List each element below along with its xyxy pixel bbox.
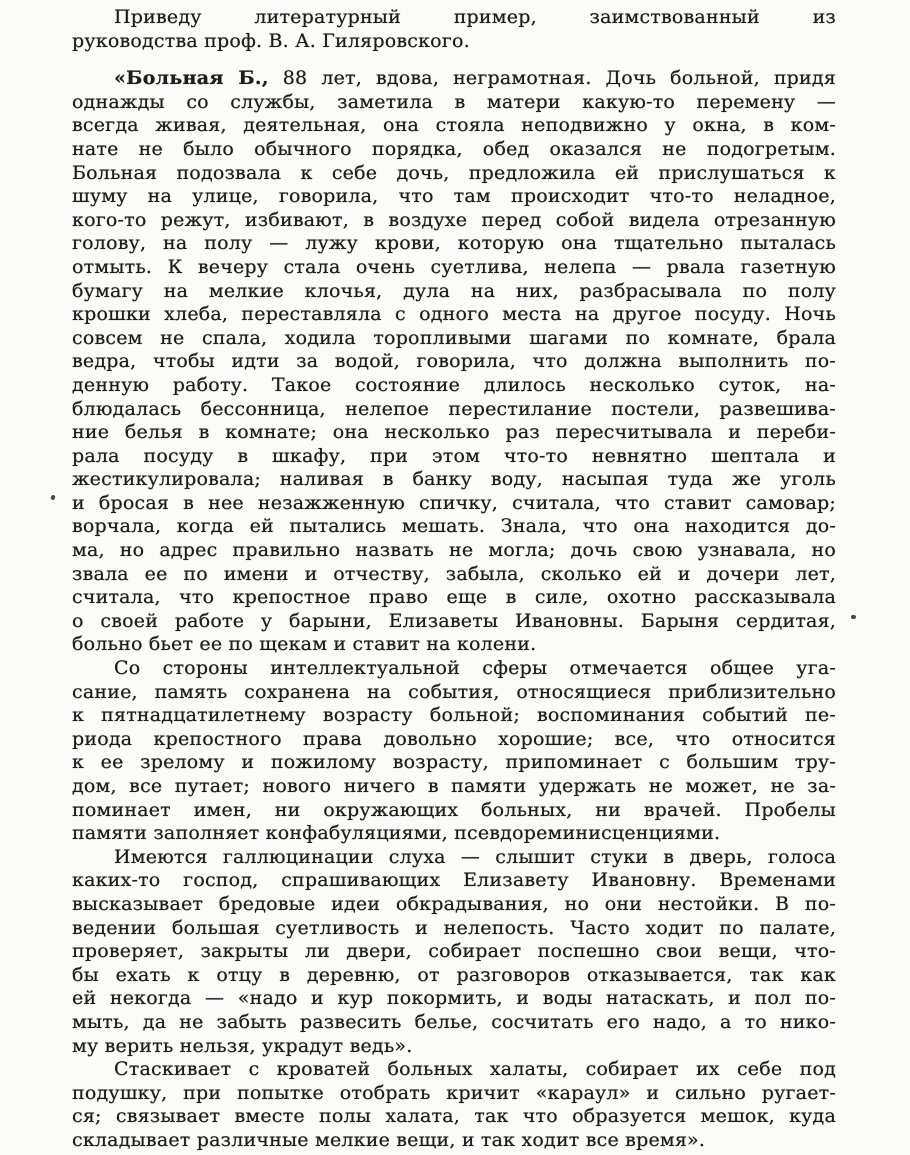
text-line: бы ехать к отцу в деревню, от разговоров отказывается, так как — [72, 963, 836, 986]
text-line: звала ее по имени и отчеству, забыла, сколько ей и дочери лет, — [72, 562, 836, 585]
text-line: поминает имен, ни окружающих больных, ни врачей. Пробелы — [72, 798, 836, 821]
text-line: кого-то режут, избивают, в воздухе перед собой видела отрезанную — [72, 208, 836, 231]
text-line: больно бьет ее по щекам и ставит на колени. — [72, 633, 537, 656]
bold-lead-text: «Больная Б., — [114, 67, 269, 90]
text-line: подушку, при попытке отобрать кричит «караул» и сильно ругает- — [72, 1081, 836, 1104]
text-line: нате не было обычного порядка, обед оказался не подогретым. — [72, 137, 836, 160]
text-line: ма, но адрес правильно назвать не могла; дочь свою узнавала, но — [72, 539, 836, 562]
text-line: памяти заполняет конфабуляциями, псевдореминисценциями. — [72, 822, 721, 845]
text-line: считала, что крепостное право еще в силе, охотно рассказывала — [72, 586, 836, 609]
text-line: к ее зрелому и пожилому возрасту, припоминает с большим тру- — [72, 751, 836, 774]
text-line: о своей работе у барыни, Елизаветы Ивановны. Барыня сердитая, — [72, 609, 836, 632]
text-line: крошки хлеба, переставляла с одного места на другое посуду. Ночь — [72, 303, 836, 326]
text-line: каких-то господ, спрашивающих Елизавету Ивановну. Временами — [72, 869, 836, 892]
text-line: высказывает бредовые идеи обкрадывания, но они нестойки. В по- — [72, 892, 836, 915]
text-line: голову, на полу — лужу крови, которую она тщательно пыталась — [72, 232, 836, 255]
text-line: проверяет, закрыты ли двери, собирает поспешно свои вещи, что- — [72, 940, 836, 963]
text-line: рала посуду в шкафу, при этом что-то невнятно шептала и — [72, 444, 836, 467]
text-line: бумагу на мелкие клочья, дула на них, разбрасывала по полу — [72, 279, 836, 302]
text-line: ведра, чтобы идти за водой, говорила, что должна выполнить по- — [72, 350, 836, 373]
text-line: жестикулировала; наливая в банку воду, насыпая туда же уголь — [72, 468, 836, 491]
text-line: дом, все путает; нового ничего в памяти удержать не может, не за- — [72, 775, 836, 797]
text-line: Со стороны интеллектуальной сферы отмечается общее уга- — [114, 657, 836, 680]
text-line — [72, 67, 836, 91]
text-line: ворчала, когда ей пытались мешать. Знала, что она находится до- — [72, 515, 836, 538]
text-line: мыть, да не забыть развесить белье, сосчитать его надо, а то нико- — [72, 1010, 836, 1033]
paragraph — [72, 846, 836, 1058]
text-line: ние белья в комнате; она несколько раз пересчитывала и переби- — [72, 421, 836, 444]
text-line: Больная подозвала к себе дочь, предложила ей прислушаться к — [72, 161, 836, 184]
text-line: Имеются галлюцинации слуха — слышит стуки в дверь, голоса — [114, 845, 836, 868]
text-line: руководства проф. В. А. Гиляровского. — [72, 29, 470, 52]
paragraph — [72, 6, 836, 53]
text-line: сание, память сохранена на события, относящиеся приблизительно — [72, 680, 836, 703]
text-line: ведении большая суетливость и нелепость. Часто ходит по палате, — [72, 916, 836, 939]
text-line: отмыть. К вечеру стала очень суетлива, нелепа — рвала газетную — [72, 255, 836, 278]
text-line: и бросая в нее незажженную спичку, считала, что ставит самовар; — [72, 491, 836, 514]
paragraph — [72, 1058, 836, 1152]
line-text: 88 лет, вдова, неграмотная. Дочь больной, придя — [268, 67, 836, 90]
ink-speck — [50, 494, 55, 500]
text-line: риода крепостного права довольно хорошие; все, что относится — [72, 727, 836, 750]
text-line: ей некогда — «надо и кур покормить, и воды натаскать, и пол по- — [72, 987, 836, 1010]
text-line: денную работу. Такое состояние длилось несколько суток, на- — [72, 373, 836, 396]
text-line: всегда живая, деятельная, она стояла неподвижно у окна, в ком- — [72, 114, 836, 137]
paragraph — [72, 657, 836, 846]
text-line: ся; связывает вместе полы халата, так что образуется мешок, куда — [72, 1105, 836, 1128]
text-column — [72, 6, 836, 1153]
text-line: блюдалась бессонница, нелепое перестилание постели, развешива- — [72, 397, 836, 420]
ink-speck — [851, 615, 856, 619]
text-line: складывает различные мелкие вещи, и так ходит все время». — [72, 1128, 706, 1151]
text-line: Приведу литературный пример, заимствованный из — [114, 6, 836, 28]
text-line: му верить нельзя, украдут ведь». — [72, 1034, 413, 1057]
text-line: однажды со службы, заметила в матери какую-то перемену — — [72, 90, 836, 113]
text-line: Стаскивает с кроватей больных халаты, собирает их себе под — [114, 1058, 836, 1081]
paragraph — [72, 67, 836, 657]
text-line: совсем не спала, ходила торопливыми шагами по комнате, брала — [72, 326, 836, 349]
text-line: шуму на улице, говорила, что там происходит что-то неладное, — [72, 185, 836, 208]
text-line: к пятнадцатилетнему возрасту больной; воспоминания событий пе- — [72, 704, 836, 727]
